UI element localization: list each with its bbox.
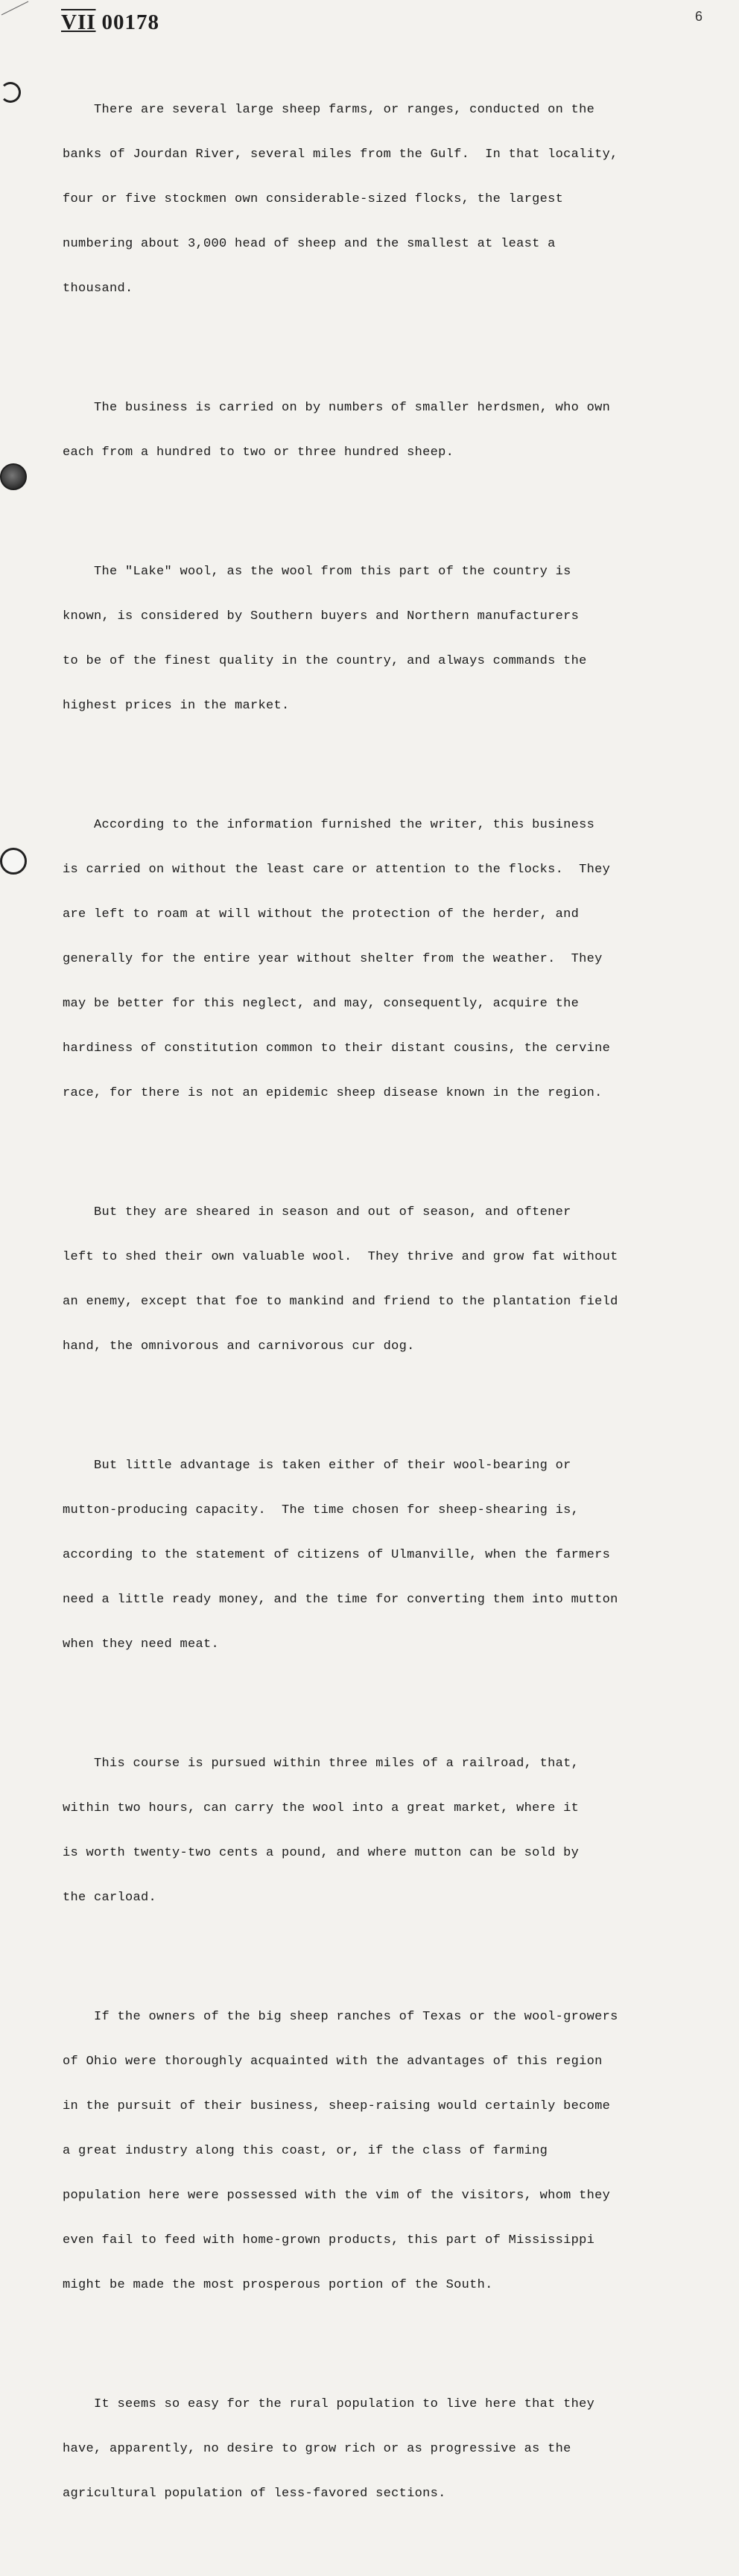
text-line: The business is carried on by numbers of smaller herdsmen, who own [63,401,611,415]
text-line: might be made the most prosperous portion of the South. [63,2278,493,2292]
text-line: an enemy, except that foe to mankind and friend to the plantation field [63,1295,618,1309]
text-line: This course is pursued within three miles of a railroad, that, [63,1757,580,1771]
document-stamp [61,10,159,35]
paragraph-1 [63,73,718,326]
text-line: four or five stockmen own considerable-sized flocks, the largest [63,192,564,206]
text-line: is worth twenty-two cents a pound, and where mutton can be sold by [63,1846,580,1860]
stamp-roman-numeral: VII [61,10,96,34]
text-line: to be of the finest quality in the country, and always commands the [63,654,587,668]
text-line: thousand. [63,282,133,296]
text-line: hand, the omnivorous and carnivorous cur dog. [63,1339,415,1354]
text-line: There are several large sheep farms, or ranges, conducted on the [63,103,595,117]
text-line: each from a hundred to two or three hundred sheep. [63,445,454,460]
stamp-document-number: 00178 [101,10,160,34]
text-line: is carried on without the least care or attention to the flocks. They [63,863,611,877]
text-line: when they need meat. [63,1637,220,1652]
text-line: in the pursuit of their business, sheep-raising would certainly become [63,2099,611,2113]
paragraph-3 [63,535,718,743]
punch-hole-bottom [0,848,27,875]
text-line: But little advantage is taken either of their wool-bearing or [63,1459,571,1473]
text-line: highest prices in the market. [63,699,290,713]
paragraph-9 [63,2367,718,2531]
text-line: But they are sheared in season and out of season, and oftener [63,1205,571,1219]
text-line: known, is considered by Southern buyers and Northern manufacturers [63,609,580,624]
text-line: It seems so easy for the rural population to live here that they [63,2397,595,2411]
text-line: generally for the entire year without shelter from the weather. They [63,952,603,966]
text-line: population here were possessed with the vim of the visitors, whom they [63,2189,611,2203]
text-line: are left to roam at will without the protection of the herder, and [63,907,580,921]
text-line: have, apparently, no desire to grow rich or as progressive as the [63,2442,571,2456]
text-line: According to the information furnished the writer, this business [63,818,595,832]
punch-hole-top [0,82,21,103]
text-line: a great industry along this coast, or, if the class of farming [63,2144,548,2158]
text-line: banks of Jourdan River, several miles from the Gulf. In that locality, [63,147,618,162]
text-line: the carload. [63,1891,157,1905]
paragraph-2 [63,371,718,490]
text-line: left to shed their own valuable wool. They thrive and grow fat without [63,1250,618,1264]
text-line: within two hours, can carry the wool into a great market, where it [63,1801,580,1815]
paragraph-6 [63,1429,718,1682]
text-line: The "Lake" wool, as the wool from this part of the country is [63,565,571,579]
text-line: even fail to feed with home-grown products, this part of Mississippi [63,2233,595,2247]
text-line: hardiness of constitution common to their distant cousins, the cervine [63,1041,611,1056]
paragraph-5 [63,1176,718,1384]
text-line: according to the statement of citizens of Ulmanville, when the farmers [63,1548,611,1562]
corner-scratch-mark [0,0,30,18]
typed-body-text [63,43,718,2576]
text-line: numbering about 3,000 head of sheep and the smallest at least a [63,237,556,251]
page-number: 6 [695,9,703,24]
text-line: agricultural population of less-favored sections. [63,2487,446,2501]
text-line: may be better for this neglect, and may, consequently, acquire the [63,997,580,1011]
text-line: need a little ready money, and the time for converting them into mutton [63,1593,618,1607]
text-line: mutton-producing capacity. The time chosen for sheep-shearing is, [63,1503,580,1517]
text-line: race, for there is not an epidemic sheep disease known in the region. [63,1086,603,1100]
text-line: of Ohio were thoroughly acquainted with the advantages of this region [63,2055,603,2069]
paragraph-4 [63,788,718,1131]
punch-hole-middle [0,463,27,490]
text-line: If the owners of the big sheep ranches of Texas or the wool-growers [63,2010,618,2024]
paragraph-7 [63,1727,718,1935]
paragraph-8 [63,1980,718,2323]
